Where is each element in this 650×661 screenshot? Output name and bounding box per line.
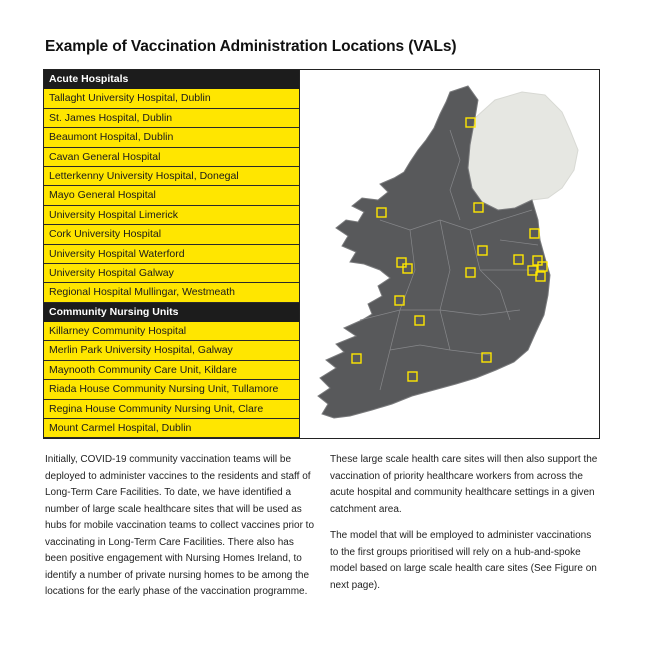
table-row: Merlin Park University Hospital, Galway <box>44 341 299 360</box>
table-row: St. James Hospital, Dublin <box>44 109 299 128</box>
table-row: Regina House Community Nursing Unit, Clare <box>44 400 299 419</box>
table-row: University Hospital Limerick <box>44 206 299 225</box>
table-row: University Hospital Galway <box>44 264 299 283</box>
table-row: Riada House Community Nursing Unit, Tullamore <box>44 380 299 399</box>
table-row: University Hospital Waterford <box>44 245 299 264</box>
table-row: Beaumont Hospital, Dublin <box>44 128 299 147</box>
locations-table <box>44 70 299 438</box>
page-title: Example of Vaccination Administration Locations (VALs) <box>45 38 457 55</box>
community-nursing-units-heading: Community Nursing Units <box>44 303 299 322</box>
body-right-column <box>330 452 600 604</box>
table-row: Killarney Community Hospital <box>44 322 299 341</box>
body-paragraph: Initially, COVID-19 community vaccination teams will be deployed to administer vaccines to the residents and staff of Long-Term Care Facilities. To date, we have identified a number of large scale healthcare sites that will be used as hubs for mobile vaccination teams to collect vaccines prior to vaccinating in Long-Term Care Facilities. There also has been positive engagement with Nursing Homes Ireland, to identify a number of private nursing homes to be among the locations for the early phase of the vaccination programme. <box>45 454 315 597</box>
table-row: Regional Hospital Mullingar, Westmeath <box>44 283 299 302</box>
table-row: Cork University Hospital <box>44 225 299 244</box>
table-row: Cavan General Hospital <box>44 148 299 167</box>
northern-ireland-region <box>468 92 578 210</box>
table-row: Letterkenny University Hospital, Donegal <box>44 167 299 186</box>
body-paragraph: These large scale health care sites will then also support the vaccination of priority healthcare workers from across the acute hospital and community healthcare settings in a given catchment area. <box>330 454 598 515</box>
body-paragraph: The model that will be employed to administer vaccinations to the first groups prioritised will rely on a hub-and-spoke model based on large scale health care sites (See Figure on next page). <box>330 530 597 591</box>
body-left-column <box>45 452 315 611</box>
acute-hospitals-heading: Acute Hospitals <box>44 70 299 89</box>
ireland-map <box>300 70 599 438</box>
table-row: Mount Carmel Hospital, Dublin <box>44 419 299 438</box>
table-row: Tallaght University Hospital, Dublin <box>44 89 299 108</box>
table-row: Maynooth Community Care Unit, Kildare <box>44 361 299 380</box>
table-row: Mayo General Hospital <box>44 186 299 205</box>
